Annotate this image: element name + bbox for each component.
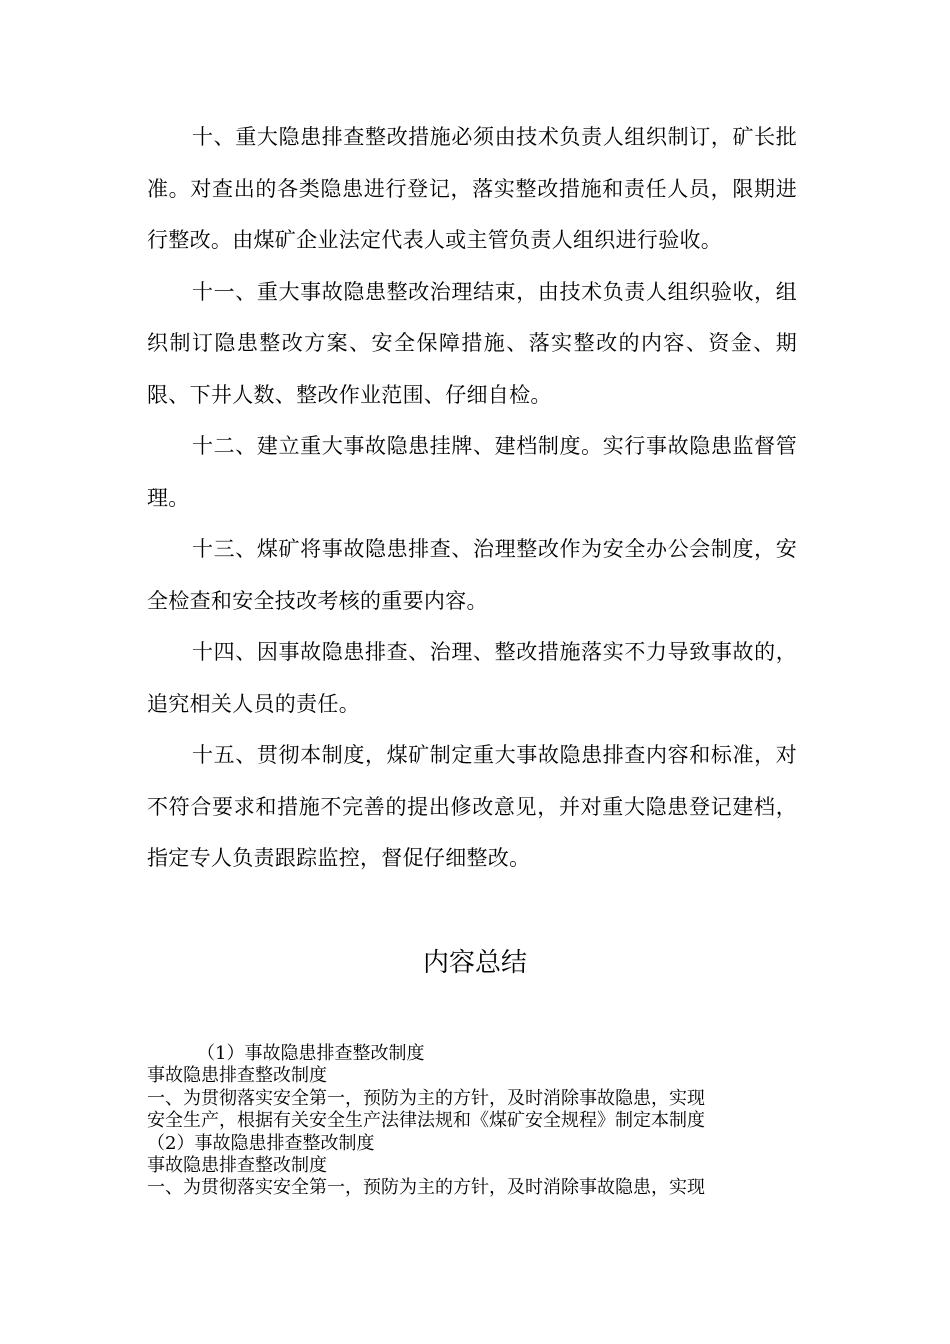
paragraph-10: 十、重大隐患排查整改措施必须由技术负责人组织制订，矿长批准。对查出的各类隐患进行登记，落实整改措施和责任人员，限期进行整改。由煤矿企业法定代表人或主管负责人组织进行验收。 — [147, 125, 797, 252]
summary-section — [147, 1043, 807, 1200]
summary-line: 安全生产，根据有关安全生产法律法规和《煤矿安全规程》制定本制度 — [147, 1110, 705, 1132]
paragraph-13: 十三、煤矿将事故隐患排查、治理整改作为安全办公会制度，安全检查和安全技改考核的重要内容。 — [147, 537, 797, 613]
summary-line: 一、为贯彻落实安全第一，预防为主的方针，及时消除事故隐患，实现 — [147, 1087, 705, 1109]
summary-line: 事故隐患排查整改制度 — [147, 1065, 327, 1087]
paragraph-12: 十二、建立重大事故隐患挂牌、建档制度。实行事故隐患监督管理。 — [147, 434, 797, 510]
summary-line: （2）事故隐患排查整改制度 — [147, 1132, 375, 1154]
paragraph-11: 十一、重大事故隐患整改治理结束，由技术负责人组织验收，组织制订隐患整改方案、安全保障措施、落实整改的内容、资金、期限、下井人数、整改作业范围、仔细自检。 — [147, 279, 797, 407]
summary-line: 一、为贯彻落实安全第一，预防为主的方针，及时消除事故隐患，实现 — [147, 1177, 705, 1199]
summary-line: （1）事故隐患排查整改制度 — [197, 1043, 425, 1064]
summary-heading: 内容总结 — [422, 948, 527, 978]
paragraph-14: 十四、因事故隐患排查、治理、整改措施落实不力导致事故的，追究相关人员的责任。 — [147, 640, 797, 716]
paragraph-15: 十五、贯彻本制度，煤矿制定重大事故隐患排查内容和标准，对不符合要求和措施不完善的提出修改意见，并对重大隐患登记建档，指定专人负责跟踪监控，督促仔细整改。 — [147, 743, 797, 870]
summary-line: 事故隐患排查整改制度 — [147, 1155, 327, 1177]
body-text — [147, 112, 797, 885]
